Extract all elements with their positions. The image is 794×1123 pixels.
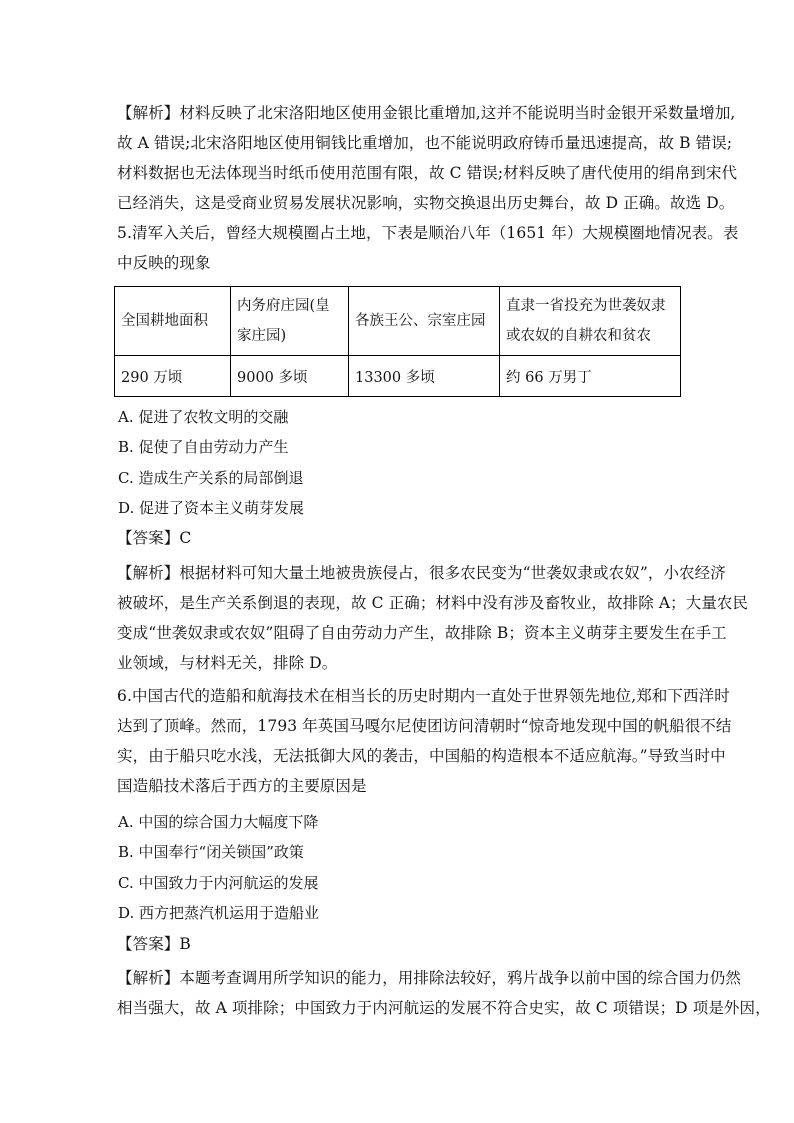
q5-answer: 【答案】C	[117, 529, 192, 547]
q6-stem-line-1: 6.中国古代的造船和航海技术在相当长的历史时期内一直处于世界领先地位,郑和下西洋时	[117, 687, 730, 705]
q5-land-table	[114, 286, 681, 397]
q4-analysis-line-1: 【解析】材料反映了北宋洛阳地区使用金银比重增加,这并不能说明当时金银开采数量增加,	[117, 104, 736, 122]
q6-option-d: D. 西方把蒸汽机运用于造船业	[118, 904, 320, 922]
q5-analysis-line-4: 业领域，与材料无关，排除 D。	[117, 654, 338, 672]
q5-option-c: C. 造成生产关系的局部倒退	[118, 469, 304, 487]
table-cell: 内务府庄园(皇家庄园)	[231, 287, 349, 356]
table-header-row	[115, 287, 681, 356]
q6-stem-line-3: 实，由于船只吃水浅，无法抵御大风的袭击，中国船的构造根本不适应航海。”导致当时中	[117, 747, 726, 765]
q6-option-a: A. 中国的综合国力大幅度下降	[118, 813, 319, 831]
q6-stem-line-2: 达到了顶峰。然而，1793 年英国马嘎尔尼使团访问清朝时“惊奇地发现中国的帆船很不结	[117, 717, 732, 735]
q6-option-c: C. 中国致力于内河航运的发展	[118, 874, 319, 892]
q5-analysis-line-2: 被破坏，是生产关系倒退的表现，故 C 正确；材料中没有涉及畜牧业，故排除 A；大量农民	[117, 594, 749, 612]
q6-analysis-line-2: 相当强大，故 A 项排除；中国致力于内河航运的发展不符合史实，故 C 项错误；D 项是外因，	[117, 999, 771, 1017]
q5-stem-line-2: 中反映的现象	[117, 254, 211, 272]
q4-analysis-line-4: 已经消失，这是受商业贸易发展状况影响，实物交换退出历史舞台，故 D 正确。故选 D。	[117, 194, 735, 212]
table-cell: 约 66 万男丁	[500, 356, 681, 397]
q6-stem-line-4: 国造船技术落后于西方的主要原因是	[117, 777, 367, 795]
q5-option-b: B. 促使了自由劳动力产生	[118, 438, 289, 456]
table-cell: 9000 多顷	[231, 356, 349, 397]
q5-stem-line-1: 5.清军入关后，曾经大规模圈占土地，下表是顺治八年（1651 年）大规模圈地情况表。表	[117, 224, 739, 242]
q5-option-d: D. 促进了资本主义萌芽发展	[118, 499, 305, 517]
table-cell: 各族王公、宗室庄园	[349, 287, 500, 356]
table-cell: 290 万顷	[115, 356, 231, 397]
q5-analysis-line-3: 变成“世袭奴隶或农奴”阻碍了自由劳动力产生，故排除 B；资本主义萌芽主要发生在手工	[117, 624, 727, 642]
q4-analysis-line-2: 故 A 错误;北宋洛阳地区使用铜钱比重增加，也不能说明政府铸币量迅速提高，故 B 错误;	[117, 134, 733, 152]
table-cell: 直隶一省投充为世袭奴隶或农奴的自耕农和贫农	[500, 287, 681, 356]
table-row	[115, 356, 681, 397]
q5-analysis-line-1: 【解析】根据材料可知大量土地被贵族侵占，很多农民变为“世袭奴隶或农奴”，小农经济	[117, 564, 726, 582]
table-cell: 全国耕地面积	[115, 287, 231, 356]
q6-option-b: B. 中国奉行“闭关锁国”政策	[118, 843, 304, 861]
q6-answer: 【答案】B	[117, 935, 191, 953]
q6-analysis-line-1: 【解析】本题考查调用所学知识的能力，用排除法较好，鸦片战争以前中国的综合国力仍然	[117, 969, 742, 987]
table-cell: 13300 多顷	[349, 356, 500, 397]
q4-analysis-line-3: 材料数据也无法体现当时纸币使用范围有限，故 C 错误;材料反映了唐代使用的绢帛到宋代	[117, 164, 738, 182]
q5-option-a: A. 促进了农牧文明的交融	[118, 408, 289, 426]
